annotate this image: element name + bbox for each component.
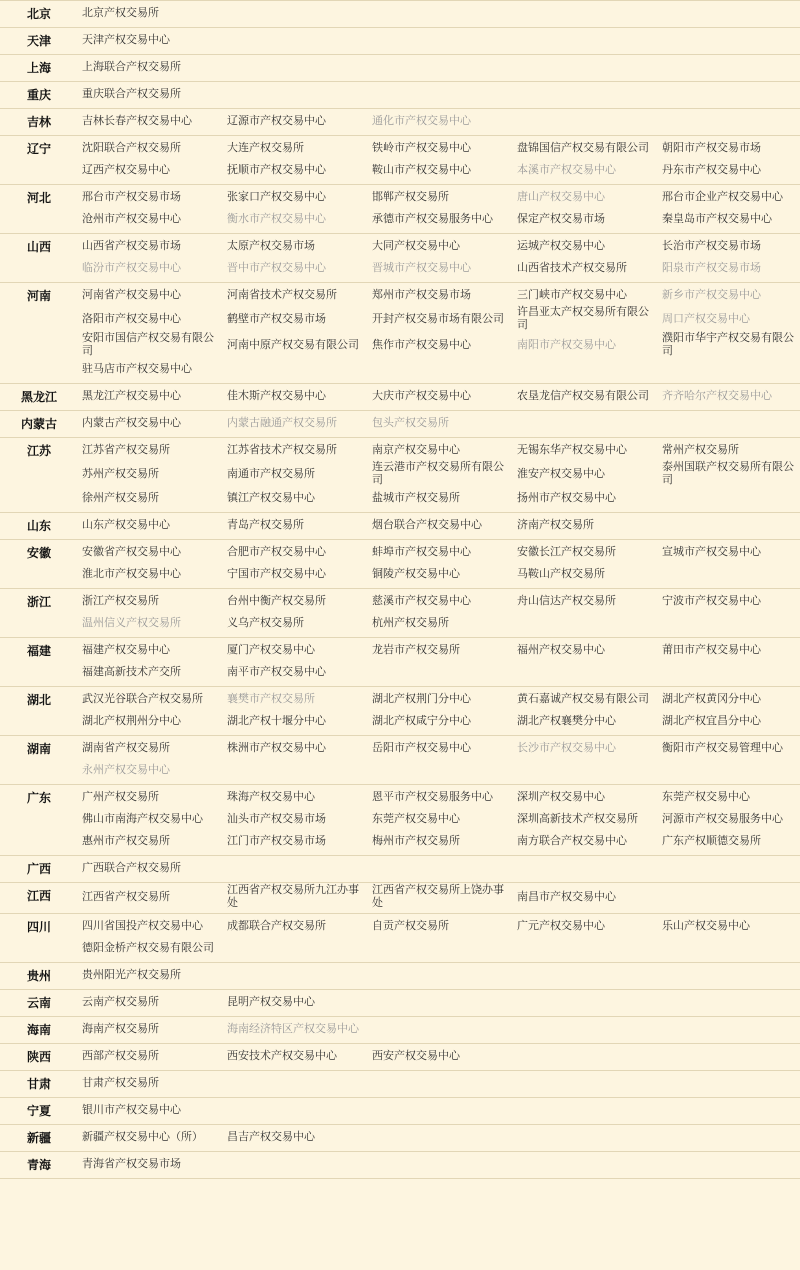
exchange-list [78,638,800,686]
province-row [0,513,800,540]
exchange-link[interactable]: 辽源市产权交易中心 [227,113,326,127]
province-row [0,883,800,914]
exchange-link[interactable]: 河南省技术产权交易所 [227,287,337,301]
exchange-list [78,687,800,735]
exchange-list [78,55,800,81]
exchange-link[interactable]: 开封产权交易市场有限公司 [372,311,504,325]
exchange-link[interactable]: 衡水市产权交易中心 [227,211,326,225]
province-row [0,589,800,638]
province-name: 陕西 [26,1050,51,1064]
exchange-link[interactable]: 湖北产权十堰分中心 [227,713,326,727]
exchange-link[interactable]: 徐州产权交易所 [82,490,159,504]
province-name: 河南 [26,289,51,303]
exchange-link[interactable]: 河源市产权交易服务中心 [662,811,783,825]
province-name: 贵州 [26,969,51,983]
exchange-link[interactable]: 丹东市产权交易中心 [662,162,761,176]
exchange-link[interactable]: 山西省技术产权交易所 [517,260,627,274]
exchange-list [78,185,800,233]
province-name: 青海 [26,1158,51,1172]
exchange-link[interactable]: 梅州市产权交易所 [372,833,460,847]
exchange-link[interactable]: 常州产权交易所 [662,442,739,456]
exchange-link[interactable]: 重庆联合产权交易所 [82,86,181,100]
province-row [0,55,800,82]
exchange-link[interactable]: 秦皇岛市产权交易中心 [662,211,772,225]
exchange-link[interactable]: 鹤壁市产权交易市场 [227,311,326,325]
exchange-link[interactable]: 运城产权交易中心 [517,238,605,252]
exchange-link[interactable]: 新疆产权交易中心（所） [82,1129,203,1143]
exchange-link[interactable]: 江西省产权交易所上饶办事处 [372,883,504,909]
exchange-link[interactable]: 甘肃产权交易所 [82,1075,159,1089]
exchange-link[interactable]: 南阳市产权交易中心 [517,337,616,351]
exchange-link[interactable]: 南通市产权交易所 [227,466,315,480]
province-name: 宁夏 [26,1104,51,1118]
exchange-link[interactable]: 株洲市产权交易中心 [227,740,326,754]
exchange-link[interactable]: 铁岭市产权交易中心 [372,140,471,154]
province-row [0,1071,800,1098]
exchange-link[interactable]: 淮北市产权交易中心 [82,566,181,580]
province-row [0,1098,800,1125]
province-row [0,283,800,384]
exchange-link[interactable]: 江西省产权交易所九江办事处 [227,883,359,909]
exchange-link[interactable]: 无锡东华产权交易中心 [517,442,627,456]
exchange-link[interactable]: 湖北产权襄樊分中心 [517,713,616,727]
exchange-link[interactable]: 沈阳联合产权交易所 [82,140,181,154]
exchange-link[interactable]: 北京产权交易所 [82,5,159,19]
exchange-link[interactable]: 福州产权交易中心 [517,642,605,656]
exchange-link[interactable]: 安徽省产权交易中心 [82,544,181,558]
province-name: 湖北 [26,693,51,707]
exchange-link[interactable]: 青海省产权交易市场 [82,1156,181,1170]
exchange-link[interactable]: 苏州产权交易所 [82,466,159,480]
province-row [0,990,800,1017]
exchange-link[interactable]: 银川市产权交易中心 [82,1102,181,1116]
exchange-link[interactable]: 河南中原产权交易有限公司 [227,337,359,351]
province-name: 广东 [26,791,51,805]
exchange-link[interactable]: 湖南省产权交易所 [82,740,170,754]
province-row [0,438,800,513]
exchange-link[interactable]: 西安产权交易中心 [372,1048,460,1062]
exchange-link[interactable]: 深圳高新技术产权交易所 [517,811,638,825]
exchange-list [78,990,800,1016]
exchange-link[interactable]: 广州产权交易所 [82,789,159,803]
province-row [0,185,800,234]
exchange-link[interactable]: 湖北产权咸宁分中心 [372,713,471,727]
exchange-link[interactable]: 永州产权交易中心 [82,762,170,776]
exchange-link[interactable]: 黄石嘉诚产权交易有限公司 [517,691,649,705]
exchange-link[interactable]: 青岛产权交易所 [227,517,304,531]
exchange-link[interactable]: 抚顺市产权交易中心 [227,162,326,176]
exchange-list [78,109,800,135]
exchange-list [78,856,800,882]
exchange-link[interactable]: 襄樊市产权交易所 [227,691,315,705]
province-name: 海南 [26,1023,51,1037]
province-row [0,856,800,883]
province-name: 北京 [26,7,51,21]
exchange-link[interactable]: 本溪市产权交易中心 [517,162,616,176]
exchange-list [78,28,800,54]
province-name: 吉林 [26,115,51,129]
province-name: 江西 [26,889,51,903]
exchange-link[interactable]: 大庆市产权交易中心 [372,388,471,402]
province-row [0,82,800,109]
exchange-link[interactable]: 慈溪市产权交易中心 [372,593,471,607]
exchange-link[interactable]: 保定产权交易市场 [517,211,605,225]
exchange-link[interactable]: 四川省国投产权交易中心 [82,918,203,932]
exchange-link[interactable]: 山东产权交易中心 [82,517,170,531]
exchange-link[interactable]: 自贡产权交易所 [372,918,449,932]
exchange-link[interactable]: 通化市产权交易中心 [372,113,471,127]
exchange-link[interactable]: 武汉光谷联合产权交易所 [82,691,203,705]
exchange-link[interactable]: 昌吉产权交易中心 [227,1129,315,1143]
exchange-link[interactable]: 三门峡市产权交易中心 [517,287,627,301]
province-row [0,1125,800,1152]
province-row [0,1017,800,1044]
exchange-link[interactable]: 成都联合产权交易所 [227,918,326,932]
exchange-list [78,540,800,588]
exchange-link[interactable]: 厦门产权交易中心 [227,642,315,656]
exchange-link[interactable]: 邢台市产权交易市场 [82,189,181,203]
exchange-link[interactable]: 驻马店市产权交易中心 [82,361,192,375]
exchange-link[interactable]: 宁波市产权交易中心 [662,593,761,607]
exchange-link[interactable]: 江苏省产权交易所 [82,442,170,456]
exchange-link[interactable]: 许昌亚太产权交易所有限公司 [517,305,649,331]
province-row [0,914,800,963]
exchange-link[interactable]: 大同产权交易中心 [372,238,460,252]
exchange-link[interactable]: 齐齐哈尔产权交易中心 [662,388,772,402]
exchange-link[interactable]: 包头产权交易所 [372,415,449,429]
exchange-link[interactable]: 大连产权交易所 [227,140,304,154]
province-name: 广西 [26,862,51,876]
exchange-link[interactable]: 泰州国联产权交易所有限公司 [662,460,794,486]
province-name: 上海 [26,61,51,75]
exchange-link[interactable]: 汕头市产权交易市场 [227,811,326,825]
exchange-link[interactable]: 周口产权交易中心 [662,311,750,325]
exchange-link[interactable]: 邢台市企业产权交易中心 [662,189,783,203]
province-row [0,540,800,589]
exchange-link[interactable]: 盘锦国信产权交易有限公司 [517,140,649,154]
exchange-link[interactable]: 广西联合产权交易所 [82,860,181,874]
exchange-link[interactable]: 江苏省技术产权交易所 [227,442,337,456]
exchange-link[interactable]: 南平市产权交易中心 [227,664,326,678]
province-name: 浙江 [26,595,51,609]
province-name: 江苏 [26,444,51,458]
exchange-link[interactable]: 西安技术产权交易中心 [227,1048,337,1062]
province-name: 四川 [26,920,51,934]
exchange-list [78,1071,800,1097]
province-name: 辽宁 [26,142,51,156]
exchange-link[interactable]: 郑州市产权交易市场 [372,287,471,301]
exchange-list [78,513,800,539]
province-name: 甘肃 [26,1077,51,1091]
exchange-link[interactable]: 广元产权交易中心 [517,918,605,932]
province-row [0,411,800,438]
exchange-link[interactable]: 湖北产权宜昌分中心 [662,713,761,727]
exchange-link[interactable]: 龙岩市产权交易所 [372,642,460,656]
exchange-link[interactable]: 鞍山市产权交易中心 [372,162,471,176]
exchange-link[interactable]: 衡阳市产权交易管理中心 [662,740,783,754]
exchange-link[interactable]: 晋城市产权交易中心 [372,260,471,274]
exchange-link[interactable]: 深圳产权交易中心 [517,789,605,803]
exchange-link[interactable]: 邯郸产权交易所 [372,189,449,203]
exchange-link[interactable]: 东莞产权交易中心 [662,789,750,803]
province-row [0,28,800,55]
exchange-list [78,384,800,410]
exchange-link[interactable]: 临汾市产权交易中心 [82,260,181,274]
exchange-link[interactable]: 济南产权交易所 [517,517,594,531]
exchange-link[interactable]: 黑龙江产权交易中心 [82,388,181,402]
province-name: 山东 [26,519,51,533]
exchange-list [78,1044,800,1070]
exchange-link[interactable]: 佛山市南海产权交易中心 [82,811,203,825]
exchange-link[interactable]: 浙江产权交易所 [82,593,159,607]
exchange-link[interactable]: 内蒙古产权交易中心 [82,415,181,429]
exchange-link[interactable]: 海南经济特区产权交易中心 [227,1021,359,1035]
exchange-link[interactable]: 广东产权顺德交易所 [662,833,761,847]
province-row [0,109,800,136]
exchange-list [78,136,800,184]
exchange-list [78,82,800,108]
exchange-link[interactable]: 东莞产权交易中心 [372,811,460,825]
exchange-list [78,1,800,27]
exchange-link[interactable]: 阳泉市产权交易市场 [662,260,761,274]
exchange-link[interactable]: 淮安产权交易中心 [517,466,605,480]
exchange-link[interactable]: 宁国市产权交易中心 [227,566,326,580]
province-name: 黑龙江 [20,390,57,404]
exchange-link[interactable]: 安徽长江产权交易所 [517,544,616,558]
province-name: 重庆 [26,88,51,102]
exchange-link[interactable]: 岳阳市产权交易中心 [372,740,471,754]
exchange-link[interactable]: 农垦龙信产权交易有限公司 [517,388,649,402]
exchange-link[interactable]: 德阳金桥产权交易有限公司 [82,940,214,954]
exchange-link[interactable]: 张家口产权交易中心 [227,189,326,203]
province-row [0,1,800,28]
province-name: 安徽 [26,546,51,560]
exchange-link[interactable]: 江西省产权交易所 [82,889,170,903]
exchange-link[interactable]: 温州信义产权交易所 [82,615,181,629]
exchange-list [78,234,800,282]
province-row [0,234,800,283]
exchange-list [78,411,800,437]
exchange-link[interactable]: 贵州阳光产权交易所 [82,967,181,981]
exchange-link[interactable]: 上海联合产权交易所 [82,59,181,73]
exchange-link[interactable]: 福建高新技术产交所 [82,664,181,678]
exchange-link[interactable]: 恩平市产权交易服务中心 [372,789,493,803]
exchange-link[interactable]: 珠海产权交易中心 [227,789,315,803]
exchange-link[interactable]: 太原产权交易市场 [227,238,315,252]
exchange-list [78,736,800,784]
exchange-link[interactable]: 江门市产权交易市场 [227,833,326,847]
exchange-link[interactable]: 天津产权交易中心 [82,32,170,46]
exchange-list [78,1152,800,1178]
exchange-list [78,1098,800,1124]
exchange-link[interactable]: 云南产权交易所 [82,994,159,1008]
exchange-list [78,438,800,512]
province-name: 湖南 [26,742,51,756]
province-name: 新疆 [26,1131,51,1145]
exchange-link[interactable]: 山西省产权交易市场 [82,238,181,252]
exchange-link[interactable]: 唐山产权交易中心 [517,189,605,203]
exchange-link[interactable]: 海南产权交易所 [82,1021,159,1035]
exchange-link[interactable]: 宣城市产权交易中心 [662,544,761,558]
province-name: 山西 [26,240,51,254]
exchange-list [78,1017,800,1043]
province-row [0,736,800,785]
exchange-link[interactable]: 长治市产权交易市场 [662,238,761,252]
exchange-link[interactable]: 扬州市产权交易中心 [517,490,616,504]
exchange-link[interactable]: 沧州市产权交易中心 [82,211,181,225]
exchange-list [78,1125,800,1151]
exchange-link[interactable]: 惠州市产权交易所 [82,833,170,847]
exchange-link[interactable]: 洛阳市产权交易中心 [82,311,181,325]
exchange-link[interactable]: 佳木斯产权交易中心 [227,388,326,402]
exchange-link[interactable]: 义乌产权交易所 [227,615,304,629]
province-row [0,785,800,856]
exchange-link[interactable]: 河南省产权交易中心 [82,287,181,301]
exchange-link[interactable]: 新乡市产权交易中心 [662,287,761,301]
exchange-link[interactable]: 昆明产权交易中心 [227,994,315,1008]
exchange-link[interactable]: 南方联合产权交易中心 [517,833,627,847]
exchange-link[interactable]: 合肥市产权交易中心 [227,544,326,558]
exchange-link[interactable]: 蚌埠市产权交易中心 [372,544,471,558]
exchange-link[interactable]: 湖北产权荆州分中心 [82,713,181,727]
exchange-link[interactable]: 盐城市产权交易所 [372,490,460,504]
exchange-link[interactable]: 朝阳市产权交易市场 [662,140,761,154]
province-row [0,1152,800,1179]
province-row [0,638,800,687]
exchange-link[interactable]: 镇江产权交易中心 [227,490,315,504]
exchange-list [78,883,800,913]
province-row [0,384,800,411]
exchange-link[interactable]: 烟台联合产权交易中心 [372,517,482,531]
exchange-link[interactable]: 晋中市产权交易中心 [227,260,326,274]
province-name: 天津 [26,34,51,48]
exchange-link[interactable]: 莆田市产权交易中心 [662,642,761,656]
exchange-link[interactable]: 内蒙古融通产权交易所 [227,415,337,429]
exchange-link[interactable]: 承德市产权交易服务中心 [372,211,493,225]
exchange-list [78,283,800,383]
province-row [0,687,800,736]
exchange-link[interactable]: 乐山产权交易中心 [662,918,750,932]
exchange-link[interactable]: 福建产权交易中心 [82,642,170,656]
exchange-link[interactable]: 吉林长春产权交易中心 [82,113,192,127]
exchange-link[interactable]: 安阳市国信产权交易有限公司 [82,331,214,357]
exchange-link[interactable]: 铜陵产权交易中心 [372,566,460,580]
exchange-link[interactable]: 舟山信达产权交易所 [517,593,616,607]
exchange-link[interactable]: 台州中衡产权交易所 [227,593,326,607]
province-name: 内蒙古 [20,417,57,431]
exchange-link[interactable]: 辽西产权交易中心 [82,162,170,176]
province-row [0,963,800,990]
province-name: 云南 [26,996,51,1010]
exchange-link[interactable]: 湖北产权荆门分中心 [372,691,471,705]
exchange-link[interactable]: 南京产权交易中心 [372,442,460,456]
exchange-list [78,963,800,989]
exchange-list [78,785,800,855]
exchange-link[interactable]: 杭州产权交易所 [372,615,449,629]
exchange-link[interactable]: 濮阳市华宇产权交易有限公司 [662,331,794,357]
province-row [0,1044,800,1071]
exchange-link[interactable]: 西部产权交易所 [82,1048,159,1062]
province-name: 河北 [26,191,51,205]
province-row [0,136,800,185]
exchange-link[interactable]: 连云港市产权交易所有限公司 [372,460,504,486]
exchange-list [78,589,800,637]
exchange-link[interactable]: 南昌市产权交易中心 [517,889,616,903]
exchange-link[interactable]: 焦作市产权交易中心 [372,337,471,351]
exchange-list [78,914,800,962]
province-name: 福建 [26,644,51,658]
exchange-link[interactable]: 湖北产权黄冈分中心 [662,691,761,705]
exchange-link[interactable]: 长沙市产权交易中心 [517,740,616,754]
exchange-link[interactable]: 马鞍山产权交易所 [517,566,605,580]
